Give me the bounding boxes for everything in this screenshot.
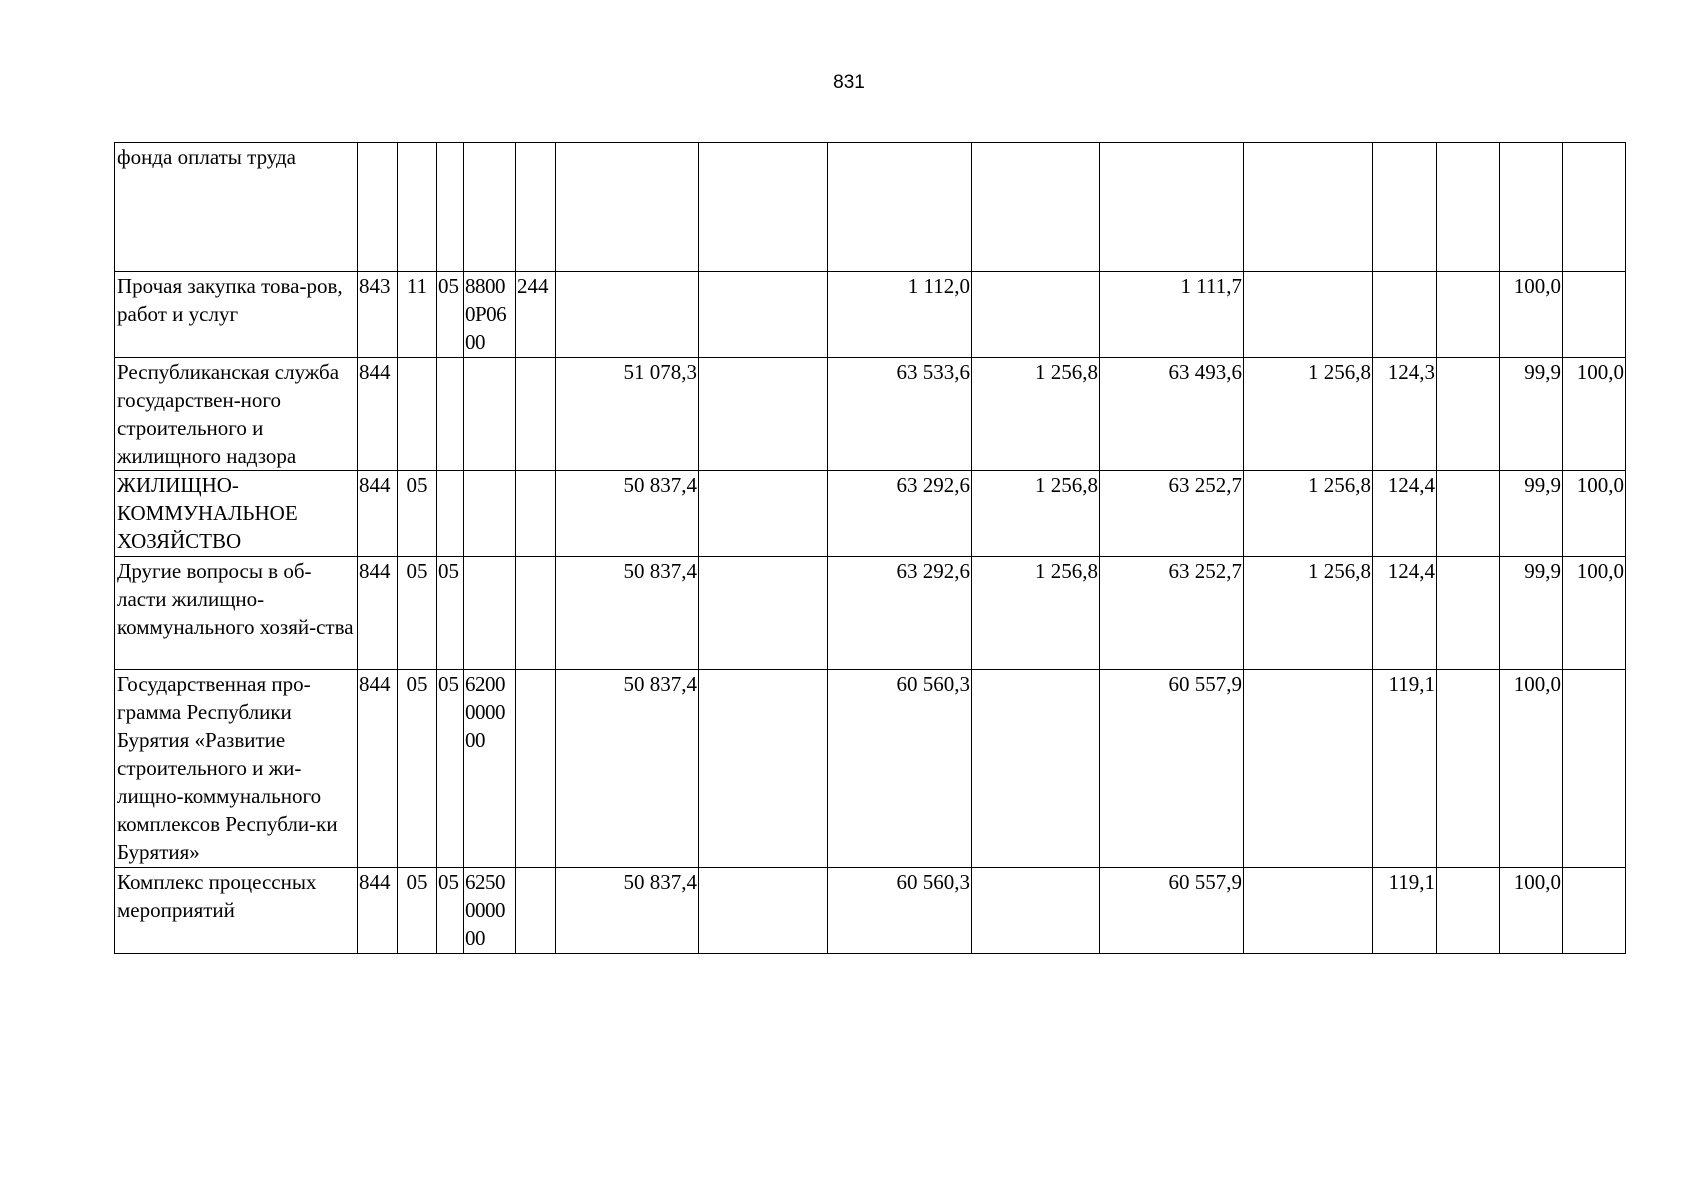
section-code-cell: 05 (398, 670, 437, 868)
approved-prev-year-cell: 50 837,4 (556, 670, 699, 868)
growth-percent-cell (1373, 143, 1437, 272)
approved-prev-year-cell (556, 143, 699, 272)
subsection-code-cell (437, 358, 464, 471)
executed-cell (1100, 143, 1244, 272)
expense-type-cell (516, 471, 556, 557)
execution-percent-cell: 100,0 (1500, 868, 1563, 954)
execution-percent-subv-cell (1563, 670, 1626, 868)
ministry-code-cell: 844 (358, 868, 398, 954)
ministry-code-cell: 843 (358, 272, 398, 358)
section-code-cell: 05 (398, 557, 437, 670)
row-name-cell: Прочая закупка това-ров, работ и услуг (115, 272, 358, 358)
table-row (115, 670, 1626, 868)
approved-prev-year-subv-cell (699, 557, 828, 670)
table-row (115, 557, 1626, 670)
execution-percent-subv-cell (1563, 272, 1626, 358)
execution-percent-cell: 99,9 (1500, 471, 1563, 557)
ministry-code-cell: 844 (358, 471, 398, 557)
expense-type-cell (516, 868, 556, 954)
table-row (115, 868, 1626, 954)
approved-plan-cell: 63 533,6 (828, 358, 972, 471)
ministry-code-cell: 844 (358, 358, 398, 471)
subsection-code-cell: 05 (437, 557, 464, 670)
section-code-cell: 05 (398, 868, 437, 954)
target-article-cell (464, 143, 516, 272)
table-row (115, 143, 1626, 272)
ministry-code-cell (358, 143, 398, 272)
approved-prev-year-subv-cell (699, 143, 828, 272)
subsection-code-cell (437, 143, 464, 272)
target-article-cell: 6200000000 (464, 670, 516, 868)
subsection-code-cell: 05 (437, 670, 464, 868)
page-number: 831 (833, 72, 865, 93)
expense-type-cell: 244 (516, 272, 556, 358)
execution-percent-cell: 100,0 (1500, 670, 1563, 868)
growth-percent-subv-cell (1437, 143, 1500, 272)
approved-plan-subv-cell: 1 256,8 (972, 471, 1100, 557)
execution-percent-subv-cell: 100,0 (1563, 358, 1626, 471)
section-code-cell (398, 358, 437, 471)
executed-cell: 63 252,7 (1100, 471, 1244, 557)
executed-subv-cell: 1 256,8 (1244, 471, 1373, 557)
table-row (115, 358, 1626, 471)
approved-plan-cell: 60 560,3 (828, 670, 972, 868)
executed-subv-cell (1244, 868, 1373, 954)
target-article-cell: 88000P0600 (464, 272, 516, 358)
approved-prev-year-cell: 50 837,4 (556, 471, 699, 557)
executed-cell: 63 252,7 (1100, 557, 1244, 670)
growth-percent-cell: 119,1 (1373, 868, 1437, 954)
approved-prev-year-cell: 51 078,3 (556, 358, 699, 471)
execution-percent-subv-cell: 100,0 (1563, 471, 1626, 557)
subsection-code-cell: 05 (437, 272, 464, 358)
approved-plan-subv-cell (972, 670, 1100, 868)
growth-percent-subv-cell (1437, 471, 1500, 557)
executed-cell: 63 493,6 (1100, 358, 1244, 471)
section-code-cell (398, 143, 437, 272)
approved-prev-year-subv-cell (699, 670, 828, 868)
table-row (115, 471, 1626, 557)
approved-plan-cell: 63 292,6 (828, 557, 972, 670)
execution-percent-subv-cell: 100,0 (1563, 557, 1626, 670)
section-code-cell: 11 (398, 272, 437, 358)
executed-cell: 60 557,9 (1100, 670, 1244, 868)
ministry-code-cell: 844 (358, 670, 398, 868)
approved-plan-cell: 63 292,6 (828, 471, 972, 557)
approved-plan-cell: 1 112,0 (828, 272, 972, 358)
execution-percent-subv-cell (1563, 143, 1626, 272)
executed-subv-cell (1244, 670, 1373, 868)
row-name-cell: Комплекс процессных мероприятий (115, 868, 358, 954)
approved-prev-year-cell: 50 837,4 (556, 557, 699, 670)
approved-plan-subv-cell (972, 143, 1100, 272)
executed-subv-cell: 1 256,8 (1244, 358, 1373, 471)
approved-plan-subv-cell (972, 868, 1100, 954)
subsection-code-cell: 05 (437, 868, 464, 954)
approved-prev-year-cell (556, 272, 699, 358)
execution-percent-subv-cell (1563, 868, 1626, 954)
execution-percent-cell (1500, 143, 1563, 272)
approved-prev-year-subv-cell (699, 868, 828, 954)
row-name-cell: ЖИЛИЩНО-КОММУНАЛЬНОЕ ХОЗЯЙСТВО (115, 471, 358, 557)
executed-subv-cell: 1 256,8 (1244, 557, 1373, 670)
execution-percent-cell: 100,0 (1500, 272, 1563, 358)
approved-plan-subv-cell (972, 272, 1100, 358)
ministry-code-cell: 844 (358, 557, 398, 670)
target-article-cell: 6250000000 (464, 868, 516, 954)
growth-percent-cell (1373, 272, 1437, 358)
target-article-cell (464, 471, 516, 557)
approved-prev-year-subv-cell (699, 471, 828, 557)
growth-percent-cell: 119,1 (1373, 670, 1437, 868)
approved-plan-subv-cell: 1 256,8 (972, 557, 1100, 670)
row-name-cell: Государственная про-грамма Республики Бурятия «Развитие строительного и жи-лищно-коммунального комплексов Республи-ки Бурятия» (115, 670, 358, 868)
growth-percent-subv-cell (1437, 557, 1500, 670)
row-name-cell: Республиканская служба государствен-ного строительного и жилищного надзора (115, 358, 358, 471)
expense-type-cell (516, 670, 556, 868)
executed-cell: 60 557,9 (1100, 868, 1244, 954)
growth-percent-subv-cell (1437, 868, 1500, 954)
target-article-cell (464, 358, 516, 471)
executed-subv-cell (1244, 143, 1373, 272)
expense-type-cell (516, 358, 556, 471)
executed-cell: 1 111,7 (1100, 272, 1244, 358)
table-row (115, 272, 1626, 358)
expense-type-cell (516, 557, 556, 670)
approved-plan-cell: 60 560,3 (828, 868, 972, 954)
growth-percent-cell: 124,4 (1373, 557, 1437, 670)
row-name-cell: фонда оплаты труда (115, 143, 358, 272)
approved-plan-cell (828, 143, 972, 272)
execution-percent-cell: 99,9 (1500, 557, 1563, 670)
growth-percent-subv-cell (1437, 358, 1500, 471)
approved-plan-subv-cell: 1 256,8 (972, 358, 1100, 471)
approved-prev-year-cell: 50 837,4 (556, 868, 699, 954)
budget-table (114, 142, 1626, 954)
section-code-cell: 05 (398, 471, 437, 557)
growth-percent-subv-cell (1437, 670, 1500, 868)
growth-percent-cell: 124,4 (1373, 471, 1437, 557)
growth-percent-subv-cell (1437, 272, 1500, 358)
execution-percent-cell: 99,9 (1500, 358, 1563, 471)
growth-percent-cell: 124,3 (1373, 358, 1437, 471)
subsection-code-cell (437, 471, 464, 557)
expense-type-cell (516, 143, 556, 272)
target-article-cell (464, 557, 516, 670)
executed-subv-cell (1244, 272, 1373, 358)
approved-prev-year-subv-cell (699, 272, 828, 358)
row-name-cell: Другие вопросы в об-ласти жилищно-коммунального хозяй-ства (115, 557, 358, 670)
approved-prev-year-subv-cell (699, 358, 828, 471)
